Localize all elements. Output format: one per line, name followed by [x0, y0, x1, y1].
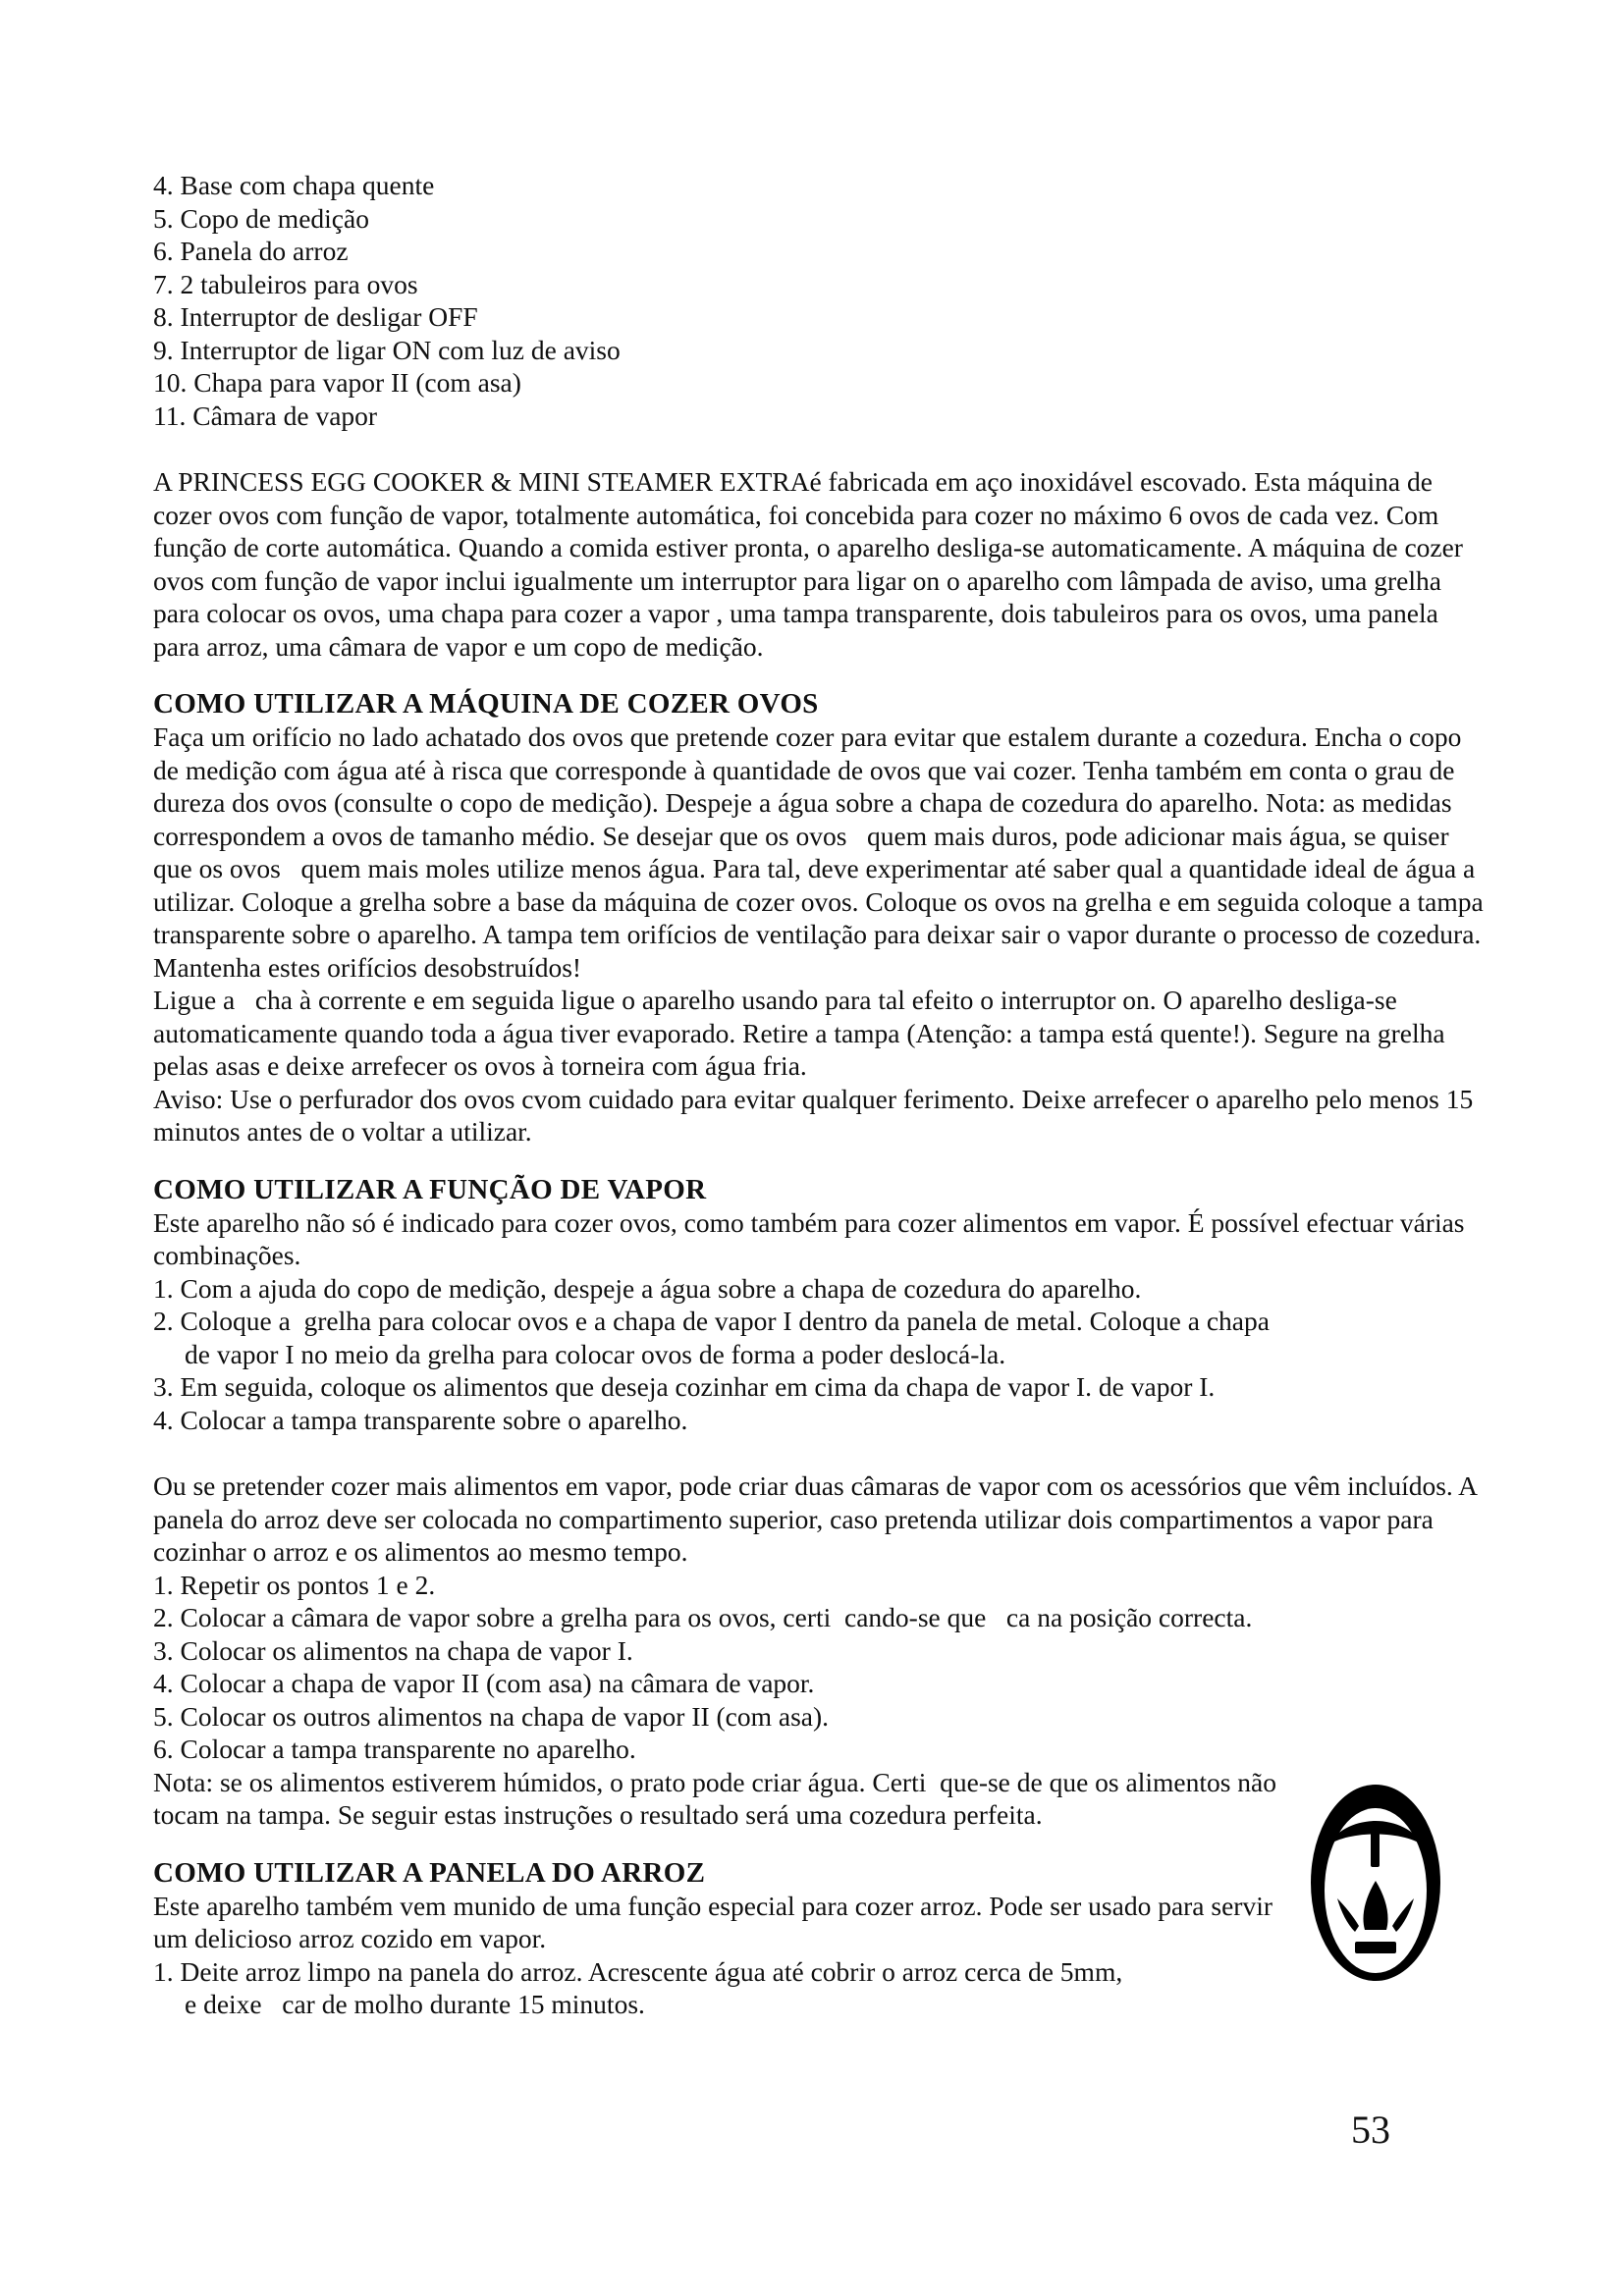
eggs-paragraph: Ligue a cha à corrente e em seguida ligue o aparelho usando para tal efeito o interruptor on. O aparelho desliga-se automaticamente quando toda a água tiver evaporado. Retire a tampa (Atenção: a tampa está quente!). Segure na grelha pelas asas e deixe arrefecer os ovos à torneira com água fria.: [153, 985, 1452, 1081]
page-content: [153, 169, 1489, 2021]
list-item: 3. Em seguida, coloque os alimentos que deseja cozinhar em cima da chapa de vapor I. de vapor I.: [153, 1371, 1216, 1402]
list-item: 9. Interruptor de ligar ON com luz de aviso: [153, 334, 621, 365]
list-item: 6. Colocar a tampa transparente no aparelho.: [153, 1734, 636, 1764]
eggs-warning: Aviso: Use o perfurador dos ovos cvom cuidado para evitar qualquer ferimento. Deixe arrefecer o aparelho pelo menos 15 minutos antes de o voltar a utilizar.: [153, 1083, 1481, 1147]
section-heading-rice: COMO UTILIZAR A PANELA DO ARROZ: [153, 1856, 706, 1889]
princess-crown-logo-icon: [1308, 1783, 1443, 1983]
list-item: 1. Com a ajuda do copo de medição, despeje a água sobre a chapa de cozedura do aparelho.: [153, 1272, 1142, 1304]
list-item: 2. Coloque a grelha para colocar ovos e a chapa de vapor I dentro da panela de metal. Coloque a chapa: [153, 1306, 1270, 1336]
list-item: 5. Colocar os outros alimentos na chapa de vapor II (com asa).: [153, 1700, 830, 1732]
section-heading-eggs: COMO UTILIZAR A MÁQUINA DE COZER OVOS: [153, 688, 819, 720]
list-item: 4. Base com chapa quente: [153, 170, 435, 200]
list-item: 1. Deite arroz limpo na panela do arroz. Acrescente água até cobrir o arroz cerca de 5mm,: [153, 1955, 1123, 1987]
eggs-paragraph: Faça um orifício no lado achatado dos ovos que pretende cozer para evitar que estalem durante a cozedura. Encha o copo de medição com água até à risca que corresponde à quantidade de ovos que vai cozer. Tenha também em conta o grau de dureza dos ovos (consulte o copo de medição). Despeje a água sobre a chapa de cozedura do aparelho. Nota: as medidas correspondem a ovos de tamanho médio. Se desejar que os ovos quem mais duros, pode adicionar mais água, se quiser que os ovos quem mais moles utilize menos água. Para tal, deve experimentar até saber qual a quantidade ideal de água a utilizar. Coloque a grelha sobre a base da máquina de cozer ovos. Coloque os ovos na grelha e em seguida coloque a tampa transparente sobre o aparelho. A tampa tem orifícios de ventilação para deixar sair o vapor durante o processo de cozedura. Mantenha estes orifícios desobstruídos!: [153, 721, 1490, 983]
steam-note: Nota: se os alimentos estiverem húmidos, o prato pode criar água. Certi que-se de que os alimentos não tocam na tampa. Se seguir estas instruções o resultado será uma cozedura perfeita.: [153, 1766, 1283, 1830]
steam-steps-two-chambers: [153, 1569, 1489, 1766]
list-item: 8. Interruptor de desligar OFF: [153, 301, 478, 332]
list-item-continuation: e deixe car de molho durante 15 minutos.: [185, 1989, 645, 2019]
rice-intro: Este aparelho também vem munido de uma função especial para cozer arroz. Pode ser usado para servir um delicioso arroz cozido em vapor.: [153, 1890, 1279, 1953]
list-item: 2. Colocar a câmara de vapor sobre a grelha para os ovos, certi cando-se que ca na posição correcta.: [153, 1602, 1253, 1632]
steam-intro-two-chambers: Ou se pretender cozer mais alimentos em vapor, pode criar duas câmaras de vapor com os acessórios que vêm incluídos. A panela do arroz deve ser colocada no compartimento superior, caso pretenda utilizar dois compartimentos a vapor para cozinhar o arroz e os alimentos ao mesmo tempo.: [153, 1470, 1484, 1567]
intro-paragraph: A PRINCESS EGG COOKER & MINI STEAMER EXTRAé fabricada em aço inoxidável escovado. Esta máquina de cozer ovos com função de vapor, totalmente automática, foi concebida para cozer no máximo 6 ovos de cada vez. Com função de corte automática. Quando a comida estiver pronta, o aparelho desliga-se automaticamente. A máquina de cozer ovos com função de vapor inclui igualmente um interruptor para ligar on o aparelho com lâmpada de aviso, uma grelha para colocar os ovos, uma chapa para cozer a vapor , uma tampa transparente, dois tabuleiros para os ovos, uma panela para arroz, uma câmara de vapor e um copo de medição.: [153, 466, 1470, 662]
list-item: 5. Copo de medição: [153, 202, 369, 234]
list-item: 11. Câmara de vapor: [153, 400, 378, 431]
steam-intro: Este aparelho não só é indicado para cozer ovos, como também para cozer alimentos em vapor. É possível efectuar várias combinações.: [153, 1206, 1472, 1270]
list-item: 10. Chapa para vapor II (com asa): [153, 367, 521, 398]
list-item: 4. Colocar a tampa transparente sobre o aparelho.: [153, 1404, 688, 1435]
list-item: 1. Repetir os pontos 1 e 2.: [153, 1569, 436, 1600]
page-number: 53: [1351, 2108, 1390, 2152]
list-item: 3. Colocar os alimentos na chapa de vapor I.: [153, 1634, 633, 1666]
steam-steps: [153, 1272, 1489, 1437]
list-item: 4. Colocar a chapa de vapor II (com asa) na câmara de vapor.: [153, 1668, 815, 1698]
parts-list: [153, 169, 1489, 432]
list-item: 6. Panela do arroz: [153, 236, 349, 266]
section-heading-steam: COMO UTILIZAR A FUNÇÃO DE VAPOR: [153, 1173, 707, 1205]
list-item-continuation: de vapor I no meio da grelha para colocar ovos de forma a poder deslocá-la.: [185, 1338, 1006, 1369]
list-item: 7. 2 tabuleiros para ovos: [153, 268, 418, 299]
